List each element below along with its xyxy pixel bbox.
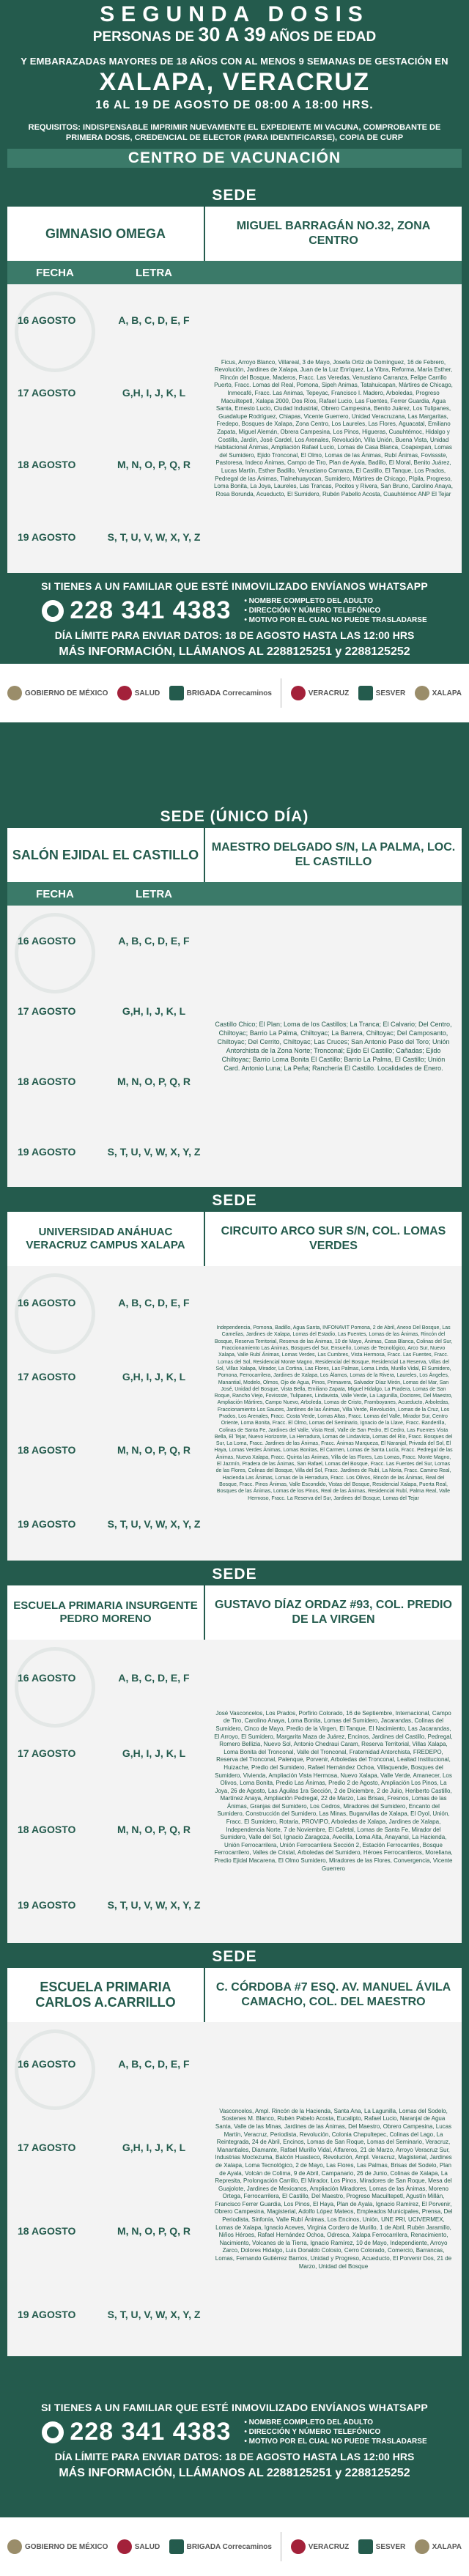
sede-heading: SEDE <box>7 1563 462 1585</box>
sede-heading: SEDE <box>7 185 462 207</box>
sede-gimnasio-omega <box>7 185 462 573</box>
sede-heading: SEDE <box>7 1190 462 1212</box>
colonias-list: José Vasconcelos, Los Prados, Porfirio Colorado, 16 de Septiembre, Internacional, Campo de Tiro, Carolino Anaya, Loma Bonita, Lomas del Sumidero, Jacarandas, Colinas del Sumidero, Cinco de Mayo, Predio de la Virgen, El Tanque, El Nacimiento, Las Jacarandas, El Arroyo, El Sumidero, Margarita Maza de Juárez, Encinos, Jardines del Castillo, Pedregal, Romero Bellizia, Nuevo Sol, Antonio Chedraui Caram, Reserva Territorial, Villas Xalapa, Loma Bonita del Tronconal, Valle del Tronconal, Fraternidad Antorchista, FREDEPO, Reserva del Tronconal, Palenque, Porvenir, Arboledas del Tronconal, Lealtad Institucional, Huizache, Predio del Sumidero, Rafael Hernández Ochoa, Villaquende, Bosques del Sumidero, Vivienda, Ampliación Vista Hermosa, Nuevo Xalapa, Valle Verde, Amanecer, Los Olivos, Loma Bonita, Predio Las Ánimas, Predio 2 de Agosto, Ampliación Los Pinos, La Joya, 26 de Agosto, Las Águilas 1ra Sección, 2 de Diciembre, 2 de Julio, Heriberto Castillo, Martínez Anaya, Ampliación Pedregal, 22 de Marzo, Las Brisas, Fresnos, Lomas de las Ánimas, Granjas del Sumidero, Los Cedros, Miradores del Sumidero, Encanto del Sumidero, Construcción del Sumidero, Las Minas, Buganvillas de Xalapa, El Oyol, Unión, Fracc. El Sumidero, Rotaria, PROVIPO, Arboledas de Xalapa, Jardines de Xalapa, Independencia Norte, 7 de Noviembre, El Cafetal, Lomas de Santa Fe, Mirador del Sumidero, Valle del Sol, Ignacio Zaragoza, Avecilla, Loma Alta, Anayansi, La Hacienda, Unión Ferrocarrilera, Unión Ferrocarrilera Sección 2, Estación Ferrocarriles, Bosque Ferrocarrilero, Valles de Cristal, Arboledas del Sumidero, Héroes Ferrocarrileros, Moreliana, Predio Ejidal Macarena, El Olmo Sumidero, Miradores de las Flores, Convergencia, Vicente Guerrero <box>214 1709 453 1872</box>
table-row: 16 AGOSTO A, B, C, D, E, F <box>18 1671 190 1684</box>
table-row: 18 AGOSTO M, N, O, P, Q, R <box>18 2225 191 2237</box>
table-row: 17 AGOSTO G,H, I, J, K, L <box>18 1370 186 1383</box>
requirements: REQUISITOS: INDISPENSABLE IMPRIMIR NUEVAMENTE EL EXPEDIENTE MI VACUNA, COMPROBANTE DE PRIMERA DOSIS, CREDENCIAL DE ELECTOR (PARA IDENTIFICARSE), COPIA DE CURP <box>28 123 441 142</box>
sede-address: MAESTRO DELGADO S/N, LA PALMA, LOC. EL CASTILLO <box>211 841 456 868</box>
logos-strip-bottom <box>0 2517 469 2576</box>
xalapa-icon: XALAPA <box>415 2539 462 2554</box>
brigada-icon: BRIGADA Correcaminos <box>169 2539 272 2554</box>
dates: 16 AL 19 DE AGOSTO DE 08:00 A 18:00 HRS. <box>95 99 374 111</box>
sede-name: ESCUELA PRIMARIA CARLOS A.CARRILLO <box>7 1968 205 2022</box>
sede-salon-ejidal <box>7 806 462 1187</box>
xalapa-icon: XALAPA <box>415 686 462 700</box>
table-row: 18 AGOSTO M, N, O, P, Q, R <box>18 1076 191 1087</box>
table-row: 19 AGOSTO S, T, U, V, W, X, Y, Z <box>18 2309 201 2320</box>
logos-strip <box>0 664 469 722</box>
whatsapp-icon <box>42 2421 64 2443</box>
table-row: 17 AGOSTO G,H, I, J, K, L <box>18 2142 186 2153</box>
whatsapp-requirements: • NOMBRE COMPLETO DEL ADULTO • DIRECCIÓN Y NÚMERO TELEFÓNICO • MOTIVO POR EL CUAL NO PUEDE TRASLADARSE <box>244 597 427 624</box>
colonias-list: Ficus, Arroyo Blanco, Villareal, 3 de Mayo, Josefa Ortiz de Domínguez, 16 de Febrero, Revolución, Jardines de Xalapa, Juan de la Luz Enríquez, La Vibra, Reforma, María Esther, Rincón del Bosque, Maderos, Fracc. Las Veredas, Venustiano Carranza, Felipe Carrillo Puerto, Fracc. Lomas del Real, Pomona, Sipeh Animas, Tatahuicapan, Mártires de Chicago, Inmecafé, Fracc. Las Animas, Tepeyac, Francisco I. Madero, Arboledas, Progreso Macuiltepetl, Xalapa 2000, Dos Ríos, Rafael Lucio, Las Fuentes, Ferrer Guardia, Agua Santa, Ernesto Lucio, Ciudad Industrial, Obrero Campesina, Benito Juárez, Los Tulipanes, Guadalupe Rodríguez, Chiapas, Vicente Guerrero, Unidad Veracruzana, Las Margaritas, Fredepo, Bosques de Xalapa, Zona Centro, Los Laureles, Las Flores, Aguacatal, Emiliano Zapata, Miguel Alemán, Obrera Campesina, Los Pinos, Higueras, Cuauhtémoc, Hidalgo y Costilla, Jardín, José Cardel, Los Arenales, Revolución, Villa Unión, Buena Vista, Unidad Habitacional Ánimas, Ampliación Rafael Lucio, Lomas de Casa Blanca, Coapexpan, Lomas del Sumidero, Ejido Tronconal, El Olmo, Lomas de las Ánimas, Rubí Ánimas, Fovissste, Pastoresa, Indeco Ánimas, Campo de Tiro, Plan de Ayala, Badillo, El Moral, Benito Juárez, Lucas Martín, Esther Badillo, Venustiano Carranza, El Castillo, El Tanque, Los Prados, Pedregal de las Ánimas, Tlalnehuayocan, Sumidero, Mártires de Chicago, Pípila, Progreso, Loma Bonita, La Joya, Laureles, Las Trancas, Pocitos y Rivera, San Bruno, Carolino Anaya, Rosa Borunda, Acueducto, El Sumidero, Rubén Pabello Acosta, Cuauhtémoc ANP El Tejar <box>214 358 453 497</box>
table-row: 19 AGOSTO S, T, U, V, W, X, Y, Z <box>18 530 201 543</box>
veracruz-icon: VERACRUZ <box>291 686 350 700</box>
brigada-icon: BRIGADA Correcaminos <box>169 686 272 700</box>
sede-address: MIGUEL BARRAGÁN NO.32, ZONA CENTRO <box>236 220 431 247</box>
fecha-header: FECHA <box>36 266 74 279</box>
table-row: 18 AGOSTO M, N, O, P, Q, R <box>18 1444 191 1457</box>
poster-title: SEGUNDA DOSIS <box>100 2 369 26</box>
centro-heading: CENTRO DE VACUNACIÓN <box>7 149 462 168</box>
table-row: 16 AGOSTO A, B, C, D, E, F <box>18 935 190 947</box>
veracruz-icon: VERACRUZ <box>291 2539 350 2554</box>
sede-address: CIRCUITO ARCO SUR S/N, COL. LOMAS VERDES <box>221 1225 446 1252</box>
gobierno-mexico-icon: GOBIERNO DE MÉXICO <box>7 2539 108 2554</box>
colonias-list: Independencia, Pomona, Badillo, Agua Santa, INFONAVIT Pomona, 2 de Abril, Anexo Del Bosque, Las Camelias, Jardines de Xalapa, Lomas del Estadio, Las Fuentes, Lomas de las Ánimas, Rincón del Bosque, Reserva Territorial, Reserva de las Ánimas, 10 de Mayo, Ánimas, Casa Blanca, Colinas del Sur, Fraccionamiento Las Ánimas, Bosques del Sur, Ensueño, Lomas de Tecnológico, Arco Sur, Nuevo Xalapa, Valle Rubí Ánimas, Lomas Verdes, Las Cumbres, Vista Hermosa, Fracc. Las Fuentes, Fracc. Lomas del Sol, Residencial Monte Magno, Residencial del Bosque, Residencial La Reserva, Villas del Sol, Villas Xalapa, Mirador, La Cortina, Las Flores, Las Palmas, Loma Linda, Murillo Vidal, El Sumidero, Pomona, Ferrocarrilera, Jardines de Xalapa, Los Álamos, Lomas de la Rivera, Laureles, Los Ángeles, Manantial, Modelo, Olmos, Ojo de Agua, Pinos, Primavera, Salvador Díaz Mirón, Lomas del Mar, San José, Unidad del Bosque, Vista Bella, Emiliano Zapata, Miguel Hidalgo, La Pradera, Lomas de San Roque, Rancho Viejo, Fovissste, Tulipanes, Lindavista, Valle Verde, La Lagunilla, Doctores, Del Maestro, Ampliación Mártires, Campo Nuevo, Arboleda, Lomas de Cristo, Framboyanes, Acueducto, Arboledas, Fraccionamiento Los Sauces, Jardines de las Ánimas, Villa Verde, Revolución, Lomas de la Cruz, Los Prados, Los Arenales, Fracc. Costa Verde, Lomas Altas, Fracc. Lomas del Valle, Mirador Sur, Centro Oriente, Loma Bonita, Fracc. El Olmo, Lomas del Seminario, Ignacio de la Llave, Fracc. Banderilla, Colinas de Santa Fe, Jardines del Valle, Vista Real, Valle de San Pedro, El Cedro, Las Fuentes Vista Bella, El Tejar, Nuevo Horizonte, La Herradura, Lomas de Lindavista, Lomas del Río, Fracc. Bosques del Sur, La Loma, Fracc. Jardines de las Ánimas, Fracc. Ánimas Marqueza, El Naranjal, Privada del Sol, El Haya, Lomas Verdes Ánimas, Lomas Bonitas, El Carmen, Lomas de Santa Lucía, Fracc. Pedregal de las Ánimas, Nueva Xalapa, Fracc. Quinta las Ánimas, Villa de las Flores, Las Lomas, Fracc. Monte Magno, El Jazmín, Pradera de las Ánimas, San Rafael, Lomas del Bosque, Fracc. Las Fuentes del Sur, Lomas de las Flores, Colinas del Bosque, Villa del Sol, Fracc. Jardines de Rubí, La Noria, Fracc. Camino Real, Hacienda Las Ánimas, Lomas de la Herradura, Fracc. Los Olivos, Rincón de las Ánimas, Real del Bosque, Fracc. Pinos Ánimas, Valle Escondido, Vistas del Bosque, Residencial Xalapa, Puerta Real, Bosques de las Ánimas, Lomas de los Pinos, Real de las Ánimas, Residencial Rubí, Palma Real, Valle Hermoso, Fracc. La Reserva del Sur, Jardines del Bosque, Lomas del Tejar <box>214 1325 453 1501</box>
whatsapp-title: SI TIENES A UN FAMILIAR QUE ESTÉ INMOVILIZADO ENVÍANOS WHATSAPP <box>41 2402 428 2413</box>
sede-address: C. CÓRDOBA #7 ESQ. AV. MANUEL ÁVILA CAMACHO, COL. DEL MAESTRO <box>215 1981 451 2008</box>
colonias-list: Castillo Chico; El Plan; Loma de los Castillos; La Tranca; El Calvario; Del Centro, Chiltoyac; Barrio La Palma, Chiltoyac; La Barrera, Chiltoyac; Del Camposanto, Chiltoyac; Del Cerrito, Chiltoyac; Las Cruces; San Antonio Paso del Toro; Unión Antorchista de la Zona Norte; Tronconal; Ejido El Castillo; Cañadas; Ejido Chiltoyac; Barrio Loma Bonita El Castillo; Barrio La Palma, El Castillo; Unión Card. Antonio Luna; La Peña; Ranchería El Castillo. Localidades de Enero. <box>215 1021 452 1072</box>
sede-name: GIMNASIO OMEGA <box>7 207 205 261</box>
whatsapp-limit: DÍA LÍMITE PARA ENVIAR DATOS: 18 DE AGOSTO HASTA LAS 12:00 HRS <box>54 629 415 641</box>
sesver-icon: SESVER <box>358 686 406 700</box>
whatsapp-block <box>0 574 469 662</box>
column-headers <box>7 261 462 284</box>
more-info: MÁS INFORMACIÓN, LLÁMANOS AL 2288125251 y 2288125252 <box>59 2467 410 2479</box>
age-prefix: PERSONAS DE <box>92 29 195 45</box>
age-suffix: AÑOS DE EDAD <box>269 29 377 45</box>
table-row: 17 AGOSTO G,H, I, J, K, L <box>18 386 186 399</box>
header <box>0 0 469 183</box>
salud-icon: SALUD <box>117 2539 160 2554</box>
colonias-list: Vasconcelos, Ampl. Rincón de la Hacienda, Santa Ana, La Lagunilla, Lomas del Sodelo, Sostenes M. Blanco, Rubén Pabelo Acosta, Eucalipto, Rafael Lucio, Naranjal de Agua Santa, Valle de las Minas, Jardines de las Ánimas, Del Maestro, Obrero Campesina, Lucas Martín, Veracruz, Periodista, Revolución, Colonia Chapultepec, Colinas del Lago, La Reintegrada, 24 de Abril, Encinos, Lomas de San Roque, Lomas del Seminario, Veracruz, Manantiales, Diamante, Rafael Murillo Vidal, Alfareros, 21 de Marzo, Arroyo Veracruz Sur, Industrias Moctezuma, Balcón Huasteco, Revolución, Ampl. Veracruz, Magisterial, Jardines de Xalapa, Loma Tecnológico, 2 de Mayo, Las Flores, Las Palmas, Brisas del Sodelo, Plan de Ayala, Volcán de Colima, 9 de Abril, Campanario, 26 de Junio, Colinas de Xalapa, La Represita, Prolongación Carrillo, El Mirador, Los Pinos, Miradores de San Roque, Mesa del Guajolote, Jardines de Mexicanos, Ampliación Miradores, Lomas de las Ánimas, Moreno Ortega, Ferrocarrilera, El Castillo, Del Maestro, Progreso Macuiltepetl, Agustín Millán, Francisco Ferrer Guardia, Los Pinos, El Haya, Plan de Ayala, Ignacio Ramírez, El Porvenir, Obrero Campesina, Magisterial, Adolfo López Mateos, Empleados Municipales, Prensa, Del Periodista, Sinfonía, Valle Rubí Ánimas, Los Encinos, Unión, UNE PRI, UCIVERMEX, Lomas de Xalapa, Ignacio Aceves, Virginia Cordero de Murillo, 1 de Abril, Rubén Jaramillo, Niños Héroes, Rafael Hernández Ochoa, Odresca, Xalapa Ferrocarrilera, Renacimiento, Nacimiento, Volcanes de la Tierra, Ignacio Ramírez, 10 de Mayo, Independiente, Arroyo Zarco, Dolores Hidalgo, Luis Donaldo Colosio, Cerro Colorado, Comercio, Barrancas, Lomas, Fernando Gutiérrez Barrios, Unidad y Progreso, Acueducto, El Porvenir Dos, 21 de Marzo, Unidad del Bosque <box>214 2107 453 2270</box>
fecha-header: FECHA <box>36 887 74 900</box>
sede-pedro-moreno <box>7 1563 462 1943</box>
table-row: 16 AGOSTO A, B, C, D, E, F <box>18 2058 190 2070</box>
table-row: 16 AGOSTO A, B, C, D, E, F <box>18 1297 190 1309</box>
sede-name: ESCUELA PRIMARIA INSURGENTE PEDRO MORENO <box>7 1585 205 1640</box>
sede-anahuac <box>7 1190 462 1561</box>
sede-heading: SEDE <box>7 1946 462 1968</box>
gobierno-mexico-icon: GOBIERNO DE MÉXICO <box>7 686 108 700</box>
column-headers <box>7 882 462 906</box>
sede-address: GUSTAVO DÍAZ ORDAZ #93, COL. PREDIO DE LA VIRGEN <box>215 1599 452 1626</box>
age-line <box>0 23 469 45</box>
more-info: MÁS INFORMACIÓN, LLÁMANOS AL 2288125251 y 2288125252 <box>59 645 410 658</box>
sede-carlos-carrillo <box>7 1946 462 2356</box>
whatsapp-title: SI TIENES A UN FAMILIAR QUE ESTÉ INMOVILIZADO ENVÍANOS WHATSAPP <box>41 580 428 592</box>
sesver-icon: SESVER <box>358 2539 406 2554</box>
age-range: 30 A 39 <box>198 23 266 45</box>
salud-icon: SALUD <box>117 686 160 700</box>
whatsapp-icon <box>42 600 64 622</box>
whatsapp-phone: 228 341 4383 <box>70 596 232 624</box>
whatsapp-block-bottom <box>0 2396 469 2484</box>
sede-name: UNIVERSIDAD ANÁHUAC VERACRUZ CAMPUS XALAPA <box>7 1212 205 1266</box>
city: XALAPA, VERACRUZ <box>99 68 370 96</box>
whatsapp-limit: DÍA LÍMITE PARA ENVIAR DATOS: 18 DE AGOSTO HASTA LAS 12:00 HRS <box>54 2451 415 2462</box>
table-row: 19 AGOSTO S, T, U, V, W, X, Y, Z <box>18 1146 201 1158</box>
letra-header: LETRA <box>136 266 172 279</box>
whatsapp-requirements: • NOMBRE COMPLETO DEL ADULTO • DIRECCIÓN Y NÚMERO TELEFÓNICO • MOTIVO POR EL CUAL NO PUEDE TRASLADARSE <box>244 2418 427 2446</box>
subtitle: Y EMBARAZADAS MAYORES DE 18 AÑOS CON AL MENOS 9 SEMANAS DE GESTACIÓN EN <box>21 56 448 67</box>
table-row: 17 AGOSTO G,H, I, J, K, L <box>18 1747 186 1760</box>
table-row: 17 AGOSTO G,H, I, J, K, L <box>18 1005 186 1017</box>
table-row: 18 AGOSTO M, N, O, P, Q, R <box>18 459 191 471</box>
sede-heading: SEDE (ÚNICO DÍA) <box>7 806 462 828</box>
table-row: 18 AGOSTO M, N, O, P, Q, R <box>18 1823 191 1835</box>
whatsapp-phone: 228 341 4383 <box>70 2418 232 2446</box>
sede-name: SALÓN EJIDAL EL CASTILLO <box>7 828 205 882</box>
table-row: 19 AGOSTO S, T, U, V, W, X, Y, Z <box>18 1517 201 1530</box>
letra-header: LETRA <box>136 887 172 900</box>
table-row: 16 AGOSTO A, B, C, D, E, F <box>18 314 190 327</box>
table-row: 19 AGOSTO S, T, U, V, W, X, Y, Z <box>18 1899 201 1911</box>
